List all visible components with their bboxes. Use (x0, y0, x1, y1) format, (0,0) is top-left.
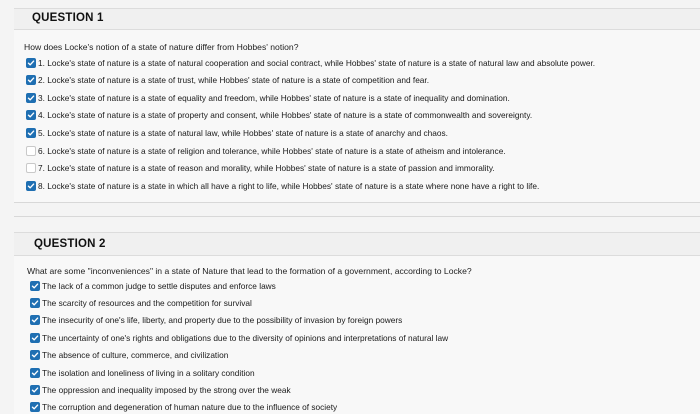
answer-option[interactable] (26, 74, 429, 87)
answer-option[interactable] (26, 144, 506, 157)
question-2-header (14, 232, 700, 256)
answer-option[interactable] (26, 109, 532, 122)
question-1-header (14, 8, 700, 30)
checkbox-checked[interactable] (26, 58, 36, 68)
checkmark-icon (31, 316, 39, 324)
checkbox-checked[interactable] (26, 128, 36, 138)
answer-option-label: 5. Locke's state of nature is a state of natural law, while Hobbes' state of nature is a state of anarchy and chaos. (38, 127, 448, 138)
answer-option-label: 6. Locke's state of nature is a state of religion and tolerance, while Hobbes' state of nature is a state of atheism and intolerance. (38, 145, 506, 156)
answer-option-label: The isolation and loneliness of living in a solitary condition (42, 367, 255, 378)
section-divider (14, 202, 700, 203)
answer-option[interactable] (30, 314, 402, 327)
answer-option-label: The oppression and inequality imposed by the strong over the weak (42, 384, 291, 395)
answer-option-label: 7. Locke's state of nature is a state of reason and morality, while Hobbes' state of nature is a state of passion and immorality. (38, 163, 495, 174)
checkbox-checked[interactable] (26, 93, 36, 103)
checkmark-icon (31, 299, 39, 307)
answer-option[interactable] (30, 331, 448, 344)
checkmark-icon (27, 94, 35, 102)
question-1-prompt: How does Locke's notion of a state of nature differ from Hobbes' notion? (24, 42, 299, 52)
checkmark-icon (31, 386, 39, 394)
checkbox-checked[interactable] (30, 368, 40, 378)
answer-option-label: 1. Locke's state of nature is a state of natural cooperation and social contract, while Hobbes' state of nature is a state of natural law and absolute power. (38, 57, 596, 68)
answer-option[interactable] (30, 401, 337, 414)
answer-option[interactable] (26, 91, 510, 104)
checkbox-unchecked[interactable] (26, 146, 36, 156)
answer-option-label: The scarcity of resources and the competition for survival (42, 297, 252, 308)
checkmark-icon (31, 282, 39, 290)
answer-option-label: The insecurity of one's life, liberty, and property due to the possibility of invasion by foreign powers (42, 315, 403, 326)
answer-option[interactable] (30, 366, 255, 379)
checkbox-checked[interactable] (30, 402, 40, 412)
checkmark-icon (31, 351, 39, 359)
answer-option[interactable] (30, 349, 228, 362)
answer-option-label: The lack of a common judge to settle disputes and enforce laws (42, 280, 276, 291)
answer-option-label: The corruption and degeneration of human nature due to the influence of society (42, 402, 338, 413)
checkbox-checked[interactable] (30, 350, 40, 360)
answer-option[interactable] (26, 126, 448, 139)
checkmark-icon (27, 129, 35, 137)
question-2-title: QUESTION 2 (34, 238, 106, 250)
answer-option-label: 3. Locke's state of nature is a state of equality and freedom, while Hobbes' state of nature is a state of inequality and domination. (38, 92, 510, 103)
checkbox-checked[interactable] (30, 281, 40, 291)
answer-option-label: 8. Locke's state of nature is a state in which all have a right to life, while Hobbes' state of nature is a state where none have a right to life. (38, 180, 540, 191)
checkmark-icon (27, 76, 35, 84)
answer-option[interactable] (30, 296, 252, 309)
question-1-title: QUESTION 1 (32, 12, 104, 24)
answer-option[interactable] (26, 162, 495, 175)
checkbox-unchecked[interactable] (26, 163, 36, 173)
answer-option-label: 2. Locke's state of nature is a state of trust, while Hobbes' state of nature is a state of competition and fear. (38, 75, 430, 86)
checkbox-checked[interactable] (30, 333, 40, 343)
checkmark-icon (31, 334, 39, 342)
answer-option-label: The uncertainty of one's rights and obligations due to the diversity of opinions and interpretations of natural law (42, 332, 449, 343)
checkbox-checked[interactable] (26, 181, 36, 191)
checkmark-icon (27, 182, 35, 190)
section-divider (14, 216, 700, 217)
answer-option[interactable] (30, 279, 276, 292)
checkmark-icon (31, 403, 39, 411)
checkmark-icon (27, 59, 35, 67)
answer-option-label: The absence of culture, commerce, and civilization (42, 350, 229, 361)
checkbox-checked[interactable] (26, 75, 36, 85)
checkmark-icon (27, 111, 35, 119)
checkbox-checked[interactable] (30, 298, 40, 308)
answer-option-label: 4. Locke's state of nature is a state of property and consent, while Hobbes' state of nature is a state of commonwealth and sovereignty. (38, 110, 533, 121)
checkbox-checked[interactable] (26, 110, 36, 120)
answer-option[interactable] (26, 56, 595, 69)
answer-option[interactable] (26, 179, 539, 192)
checkmark-icon (31, 369, 39, 377)
checkbox-checked[interactable] (30, 315, 40, 325)
checkbox-checked[interactable] (30, 385, 40, 395)
question-2-prompt: What are some "inconveniences" in a state of Nature that lead to the formation of a government, according to Locke? (27, 266, 472, 276)
answer-option[interactable] (30, 383, 291, 396)
